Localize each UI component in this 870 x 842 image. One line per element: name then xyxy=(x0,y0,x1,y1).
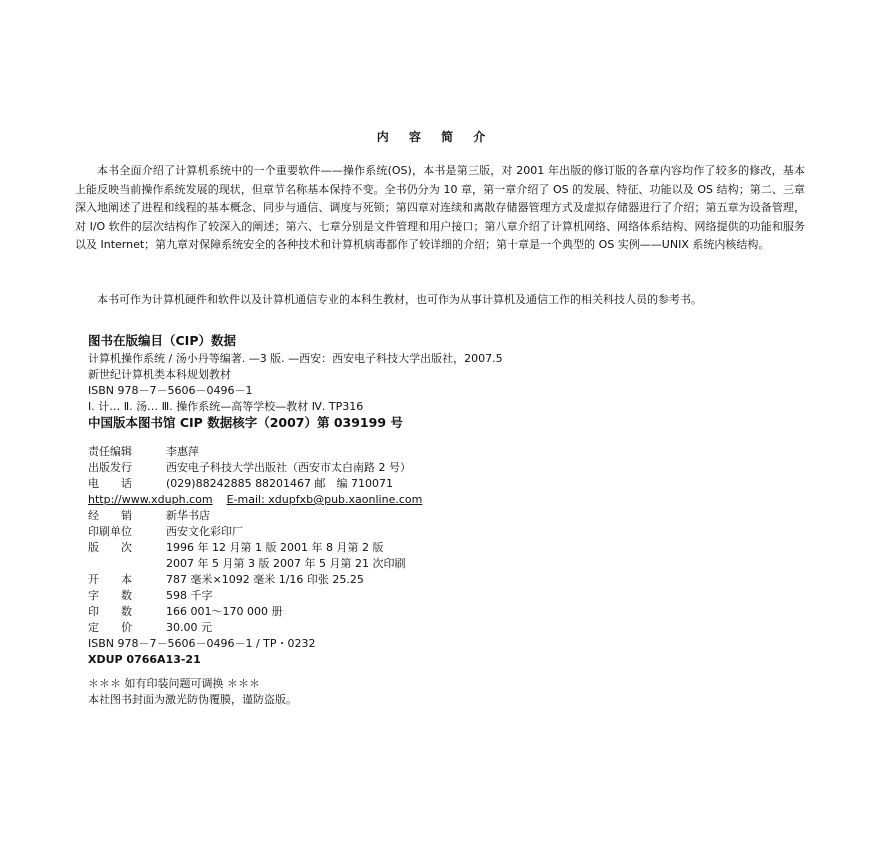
publisher-value: 西安电子科技大学出版社（西安市太白南路 2 号） xyxy=(166,461,411,474)
cip-line-5: 中国版本图书馆 CIP 数据核字（2007）第 039199 号 xyxy=(88,415,403,430)
edition-value-1: 1996 年 12 月第 1 版 2001 年 8 月第 2 版 xyxy=(166,541,384,554)
copies-row xyxy=(88,604,282,619)
web-row xyxy=(88,492,422,507)
isbn-full: ISBN 978－7－5606－0496－1 / TP・0232 xyxy=(88,637,316,650)
editor-label: 责任编辑 xyxy=(88,445,132,458)
copies-label: 印 数 xyxy=(88,605,132,618)
notice-exchange: ＊＊＊ 如有印装问题可调换 ＊＊＊ xyxy=(88,677,260,690)
distribution-row xyxy=(88,508,210,523)
words-label: 字 数 xyxy=(88,589,132,602)
edition-label: 版 次 xyxy=(88,541,132,554)
editor-row xyxy=(88,444,199,459)
phone-label: 电 话 xyxy=(88,477,132,490)
editor-value: 李惠萍 xyxy=(166,445,199,458)
cip-line-3: ISBN 978－7－5606－0496－1 xyxy=(88,384,253,397)
price-label: 定 价 xyxy=(88,621,132,634)
printer-value: 西安文化彩印厂 xyxy=(166,525,243,538)
cip-line-1: 计算机操作系统 / 汤小丹等编著. —3 版. —西安：西安电子科技大学出版社，2007.5 xyxy=(88,352,503,365)
website-link[interactable]: http://www.xduph.com xyxy=(88,493,213,506)
notice-anti-piracy: 本社图书封面为激光防伪覆膜，谨防盗版。 xyxy=(88,693,297,706)
phone-value: (029)88242885 88201467 邮 编 710071 xyxy=(166,477,394,490)
format-value: 787 毫米×1092 毫米 1/16 印张 25.25 xyxy=(166,573,364,586)
intro-paragraph-2: 本书可作为计算机硬件和软件以及计算机通信专业的本科生教材，也可作为从事计算机及通信工作的相关科技人员的参考书。 xyxy=(97,293,702,306)
words-value: 598 千字 xyxy=(166,589,213,602)
printer-label: 印刷单位 xyxy=(88,525,132,538)
intro-title: 内 容 简 介 xyxy=(376,130,494,144)
intro-paragraph-1: 本书全面介绍了计算机系统中的一个重要软件——操作系统(OS)，本书是第三版，对 2001 年出版的修订版的各章内容均作了较多的修改，基本上能反映当前操作系统发展的现状，但章节名称基本保持不变。全书仍分为 10 章，第一章介绍了 OS 的发展、特征、功能以及 OS 结构；第二、三章深入地阐述了进程和线程的基本概念、同步与通信、调度与死锁；第四章对连续和离散存储器管理方式及虚拟存储器进行了介绍；第五章为设备管理，对 I/O 软件的层次结构作了较深入的阐述；第六、七章分别是文件管理和用户接口；第八章介绍了计算机网络、网络体系结构、网络提供的功能和服务以及 Internet；第九章对保障系统安全的各种技术和计算机病毒都作了较详细的介绍；第十章是一个典型的 OS 实例——UNIX 系统内核结构。 xyxy=(75,164,805,251)
email-link[interactable]: E-mail: xdupfxb@pub.xaonline.com xyxy=(226,493,423,506)
price-row xyxy=(88,620,212,635)
format-label: 开 本 xyxy=(88,573,132,586)
distribution-value: 新华书店 xyxy=(166,509,210,522)
edition-row-2: 2007 年 5 月第 3 版 2007 年 5 月第 21 次印刷 xyxy=(166,557,406,570)
product-code: XDUP 0766A13-21 xyxy=(88,653,201,666)
format-row xyxy=(88,572,364,587)
cip-heading: 图书在版编目（CIP）数据 xyxy=(88,333,236,348)
printer-row xyxy=(88,524,243,539)
phone-row xyxy=(88,476,393,491)
publisher-label: 出版发行 xyxy=(88,461,132,474)
copies-value: 166 001～170 000 册 xyxy=(166,605,283,618)
price-value: 30.00 元 xyxy=(166,621,212,634)
distribution-label: 经 销 xyxy=(88,509,132,522)
edition-row xyxy=(88,540,383,555)
publisher-row xyxy=(88,460,411,475)
cip-line-4: Ⅰ. 计… Ⅱ. 汤… Ⅲ. 操作系统—高等学校—教材 Ⅳ. TP316 xyxy=(88,400,364,413)
cip-line-2: 新世纪计算机类本科规划教材 xyxy=(88,368,231,381)
words-row xyxy=(88,588,213,603)
